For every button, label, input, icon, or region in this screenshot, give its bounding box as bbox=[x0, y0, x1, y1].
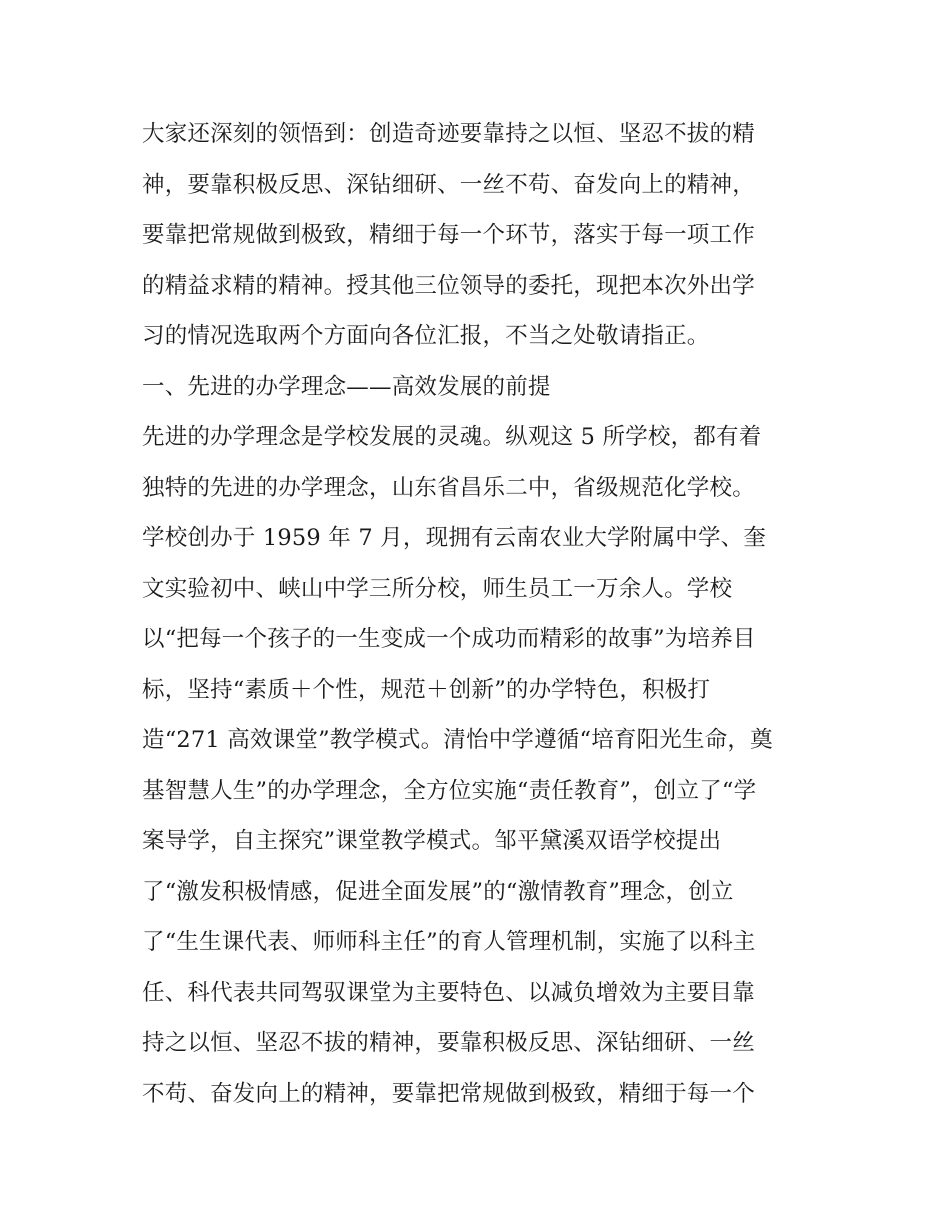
text-line: 持之以恒、坚忍不拔的精神，要靠积极反思、深钻细研、一丝 bbox=[142, 1030, 755, 1056]
text-line: 的精益求精的精神。授其他三位领导的委托，现把本次外出学 bbox=[142, 272, 755, 299]
text-line: 基智慧人生”的办学理念，全方位实施“责任教育”，创立了“学 bbox=[142, 777, 757, 804]
text-line: 要靠把常规做到极致，精细于每一个环节，落实于每一项工作 bbox=[142, 222, 755, 248]
text-line: 独特的先进的办学理念，山东省昌乐二中，省级规范化学校。 bbox=[142, 474, 755, 501]
text-line: 了“生生课代表、师师科主任”的育人管理机制，实施了以科主 bbox=[142, 929, 756, 955]
section-heading: 一、先进的办学理念——高效发展的前提 bbox=[142, 373, 551, 400]
text-line: 了“激发积极情感，促进全面发展”的“激情教育”理念，创立 bbox=[142, 878, 734, 905]
text-line: 神，要靠积极反思、深钻细研、一丝不苟、奋发向上的精神， bbox=[142, 171, 755, 198]
text-line: 以“把每一个孩子的一生变成一个成功而精彩的故事”为培养目 bbox=[142, 626, 756, 652]
text-line: 文实验初中、峡山中学三所分校，师生员工一万余人。学校 bbox=[142, 575, 733, 602]
text-line: 案导学，自主探究”课堂教学模式。邹平黛溪双语学校提出 bbox=[142, 828, 722, 854]
text-line: 不苟、奋发向上的精神，要靠把常规做到极致，精细于每一个 bbox=[142, 1080, 755, 1107]
text-line: 造“271 高效课堂”教学模式。清怡中学遵循“培育阳光生命，奠 bbox=[142, 727, 773, 753]
text-line: 大家还深刻的领悟到：创造奇迹要靠持之以恒、坚忍不拔的精 bbox=[142, 121, 755, 147]
text-line: 标，坚持“素质＋个性，规范＋创新”的办学特色，积极打 bbox=[142, 676, 711, 703]
text-line: 习的情况选取两个方面向各位汇报，不当之处敬请指正。 bbox=[142, 323, 710, 349]
text-line: 先进的办学理念是学校发展的灵魂。纵观这 5 所学校，都有着 bbox=[142, 424, 762, 450]
text-line: 学校创办于 1959 年 7 月，现拥有云南农业大学附属中学、奎 bbox=[142, 525, 767, 551]
body-text bbox=[142, 109, 822, 1119]
text-line: 任、科代表共同驾驭课堂为主要特色、以减负增效为主要目靠 bbox=[142, 979, 755, 1006]
